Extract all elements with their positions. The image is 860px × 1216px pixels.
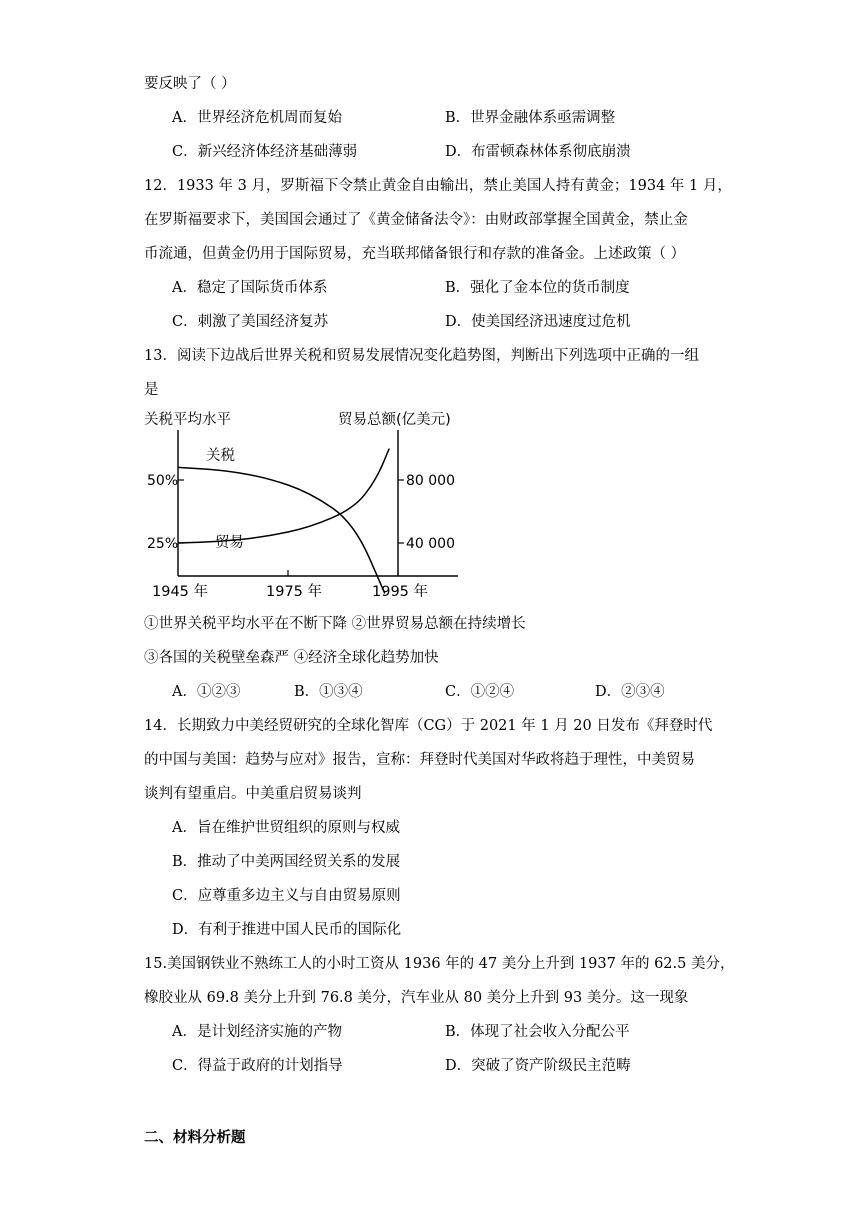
q14-option-b: B．推动了中美两国经贸关系的发展 xyxy=(172,854,401,870)
q14-option-d: D．有利于推进中国人民币的国际化 xyxy=(172,922,402,938)
q12-stem-line2: 在罗斯福要求下，美国国会通过了《黄金储备法令》：由财政部掌握全国黄金，禁止金 xyxy=(144,212,688,228)
q11-option-a: A．世界经济危机周而复始 xyxy=(172,110,342,126)
q15-option-a: A．是计划经济实施的产物 xyxy=(172,1024,342,1040)
right-tick-label-40000: 40 000 xyxy=(406,536,455,552)
section-heading: 二、材料分析题 xyxy=(144,1130,246,1146)
x-tick-label-1945: 1945 年 xyxy=(152,584,209,600)
x-tick-label-1995: 1995 年 xyxy=(372,584,429,600)
q11-option-b: B．世界金融体系亟需调整 xyxy=(445,110,616,126)
q11-option-d: D．布雷顿森林体系彻底崩溃 xyxy=(445,144,631,160)
q13-option-a: A．①②③ xyxy=(172,684,241,700)
q11-stem-tail: 要反映了（ ） xyxy=(144,76,236,92)
q15-stem-line2: 橡胶业从 69.8 美分上升到 76.8 美分，汽车业从 80 美分上升到 93 美分。这一现象 xyxy=(144,990,689,1006)
q12-option-d: D．使美国经济迅速度过危机 xyxy=(445,314,631,330)
tariff-series-label: 关税 xyxy=(206,448,235,464)
q12-stem-line3: 币流通，但黄金仍用于国际贸易，充当联邦储备银行和存款的准备金。上述政策（ ） xyxy=(144,246,686,262)
q15-option-b: B．体现了社会收入分配公平 xyxy=(445,1024,630,1040)
tariff-series-line xyxy=(178,467,385,593)
right-tick-label-80000: 80 000 xyxy=(406,473,455,489)
q13-statements-line1: ①世界关税平均水平在不断下降 ②世界贸易总额在持续增长 xyxy=(144,616,526,632)
x-tick-label-1975: 1975 年 xyxy=(266,584,323,600)
left-axis-label: 关税平均水平 xyxy=(144,412,231,428)
q14-stem-line1: 14．长期致力中美经贸研究的全球化智库（CG）于 2021 年 1 月 20 日发布《拜登时代 xyxy=(144,718,713,734)
q15-stem-line1: 15.美国钢铁业不熟练工人的小时工资从 1936 年的 47 美分上升到 1937 年的 62.5 美分， xyxy=(144,956,735,972)
q14-option-c: C．应尊重多边主义与自由贸易原则 xyxy=(172,888,401,904)
left-tick-label-25: 25% xyxy=(147,536,179,552)
q13-option-c: C．①②④ xyxy=(445,684,515,700)
q15-option-d: D．突破了资产阶级民主范畴 xyxy=(445,1058,631,1074)
q12-option-b: B．强化了金本位的货币制度 xyxy=(445,280,630,296)
right-axis-label: 贸易总额(亿美元) xyxy=(338,412,451,428)
q11-option-c: C．新兴经济体经济基础薄弱 xyxy=(172,144,358,160)
q13-stem-line2: 是 xyxy=(144,382,159,398)
q15-option-c: C．得益于政府的计划指导 xyxy=(172,1058,343,1074)
q14-option-a: A．旨在维护世贸组织的原则与权威 xyxy=(172,820,400,836)
q12-option-c: C．刺激了美国经济复苏 xyxy=(172,314,329,330)
left-tick-label-50: 50% xyxy=(147,473,179,489)
q12-stem-line1: 12．1933 年 3 月，罗斯福下令禁止黄金自由输出，禁止美国人持有黄金；1934 年 1 月， xyxy=(144,178,732,194)
q14-stem-line2: 的中国与美国：趋势与应对》报告，宣称：拜登时代美国对华政将趋于理性，中美贸易 xyxy=(144,752,695,768)
q14-stem-line3: 谈判有望重启。中美重启贸易谈判 xyxy=(144,786,362,802)
q13-option-d: D．②③④ xyxy=(595,684,665,700)
q12-option-a: A．稳定了国际货币体系 xyxy=(172,280,328,296)
trade-series-label: 贸易 xyxy=(215,535,244,551)
q13-stem-line1: 13．阅读下边战后世界关税和贸易发展情况变化趋势图，判断出下列选项中正确的一组 xyxy=(144,348,699,364)
tariff-trade-chart xyxy=(140,404,470,604)
q13-option-b: B．①③④ xyxy=(294,684,363,700)
q13-statements-line2: ③各国的关税壁垒森严 ④经济全球化趋势加快 xyxy=(144,650,439,666)
